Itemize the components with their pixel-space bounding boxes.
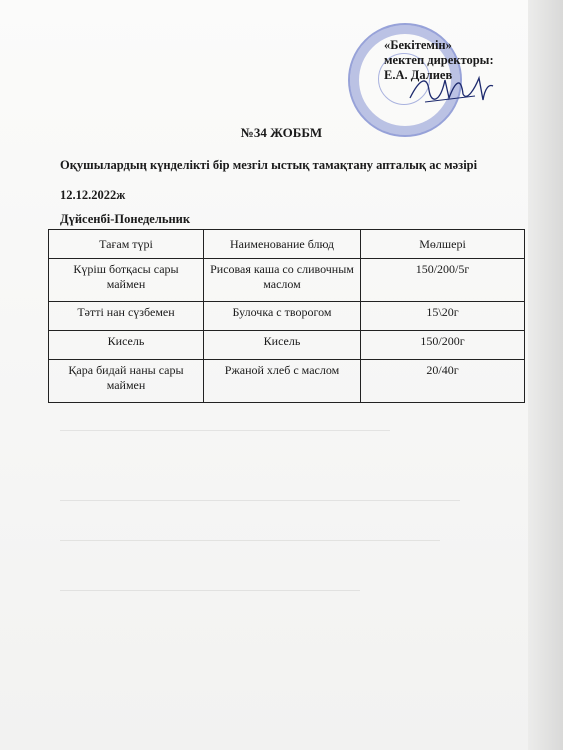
cell-portion: 150/200/5г xyxy=(361,259,525,302)
table-row xyxy=(49,302,525,331)
header-dish-name: Наименование блюд xyxy=(204,230,361,259)
table-row xyxy=(49,259,525,302)
show-through-line xyxy=(60,430,390,431)
menu-day: Дүйсенбі-Понедельник xyxy=(60,212,191,226)
cell-dish-name: Булочка с творогом xyxy=(204,302,361,331)
approval-block xyxy=(384,38,544,83)
cell-dish-name: Кисель xyxy=(204,331,361,360)
cell-portion: 15\20г xyxy=(361,302,525,331)
cell-dish-type: Тәтті нан сүзбемен xyxy=(49,302,204,331)
cell-dish-name: Ржаной хлеб с маслом xyxy=(204,360,361,403)
show-through-line xyxy=(60,540,440,541)
cell-dish-type: Күріш ботқасы сары маймен xyxy=(49,259,204,302)
cell-dish-name: Рисовая каша со сливочным маслом xyxy=(204,259,361,302)
menu-table xyxy=(48,229,525,403)
cell-dish-type: Қара бидай наны сары маймен xyxy=(49,360,204,403)
cell-portion: 20/40г xyxy=(361,360,525,403)
header-portion: Мөлшері xyxy=(361,230,525,259)
menu-date: 12.12.2022ж xyxy=(60,188,126,202)
cell-dish-type: Кисель xyxy=(49,331,204,360)
approval-name: Е.А. Далиев xyxy=(384,68,453,82)
table-row xyxy=(49,360,525,403)
approval-heading: «Бекітемін» xyxy=(384,38,452,52)
show-through-line xyxy=(60,500,460,501)
school-title: №34 ЖОББМ xyxy=(240,125,323,140)
table-header-row xyxy=(49,230,525,259)
table-row xyxy=(49,331,525,360)
menu-subtitle: Оқушылардың күнделікті бір мезгіл ыстық тамақтану апталық ас мәзірі xyxy=(60,158,478,172)
approval-position: мектеп директоры: xyxy=(384,53,494,67)
paper-fold-shadow xyxy=(528,0,563,750)
show-through-line xyxy=(60,590,360,591)
header-dish-type: Тағам түрі xyxy=(49,230,204,259)
cell-portion: 150/200г xyxy=(361,331,525,360)
